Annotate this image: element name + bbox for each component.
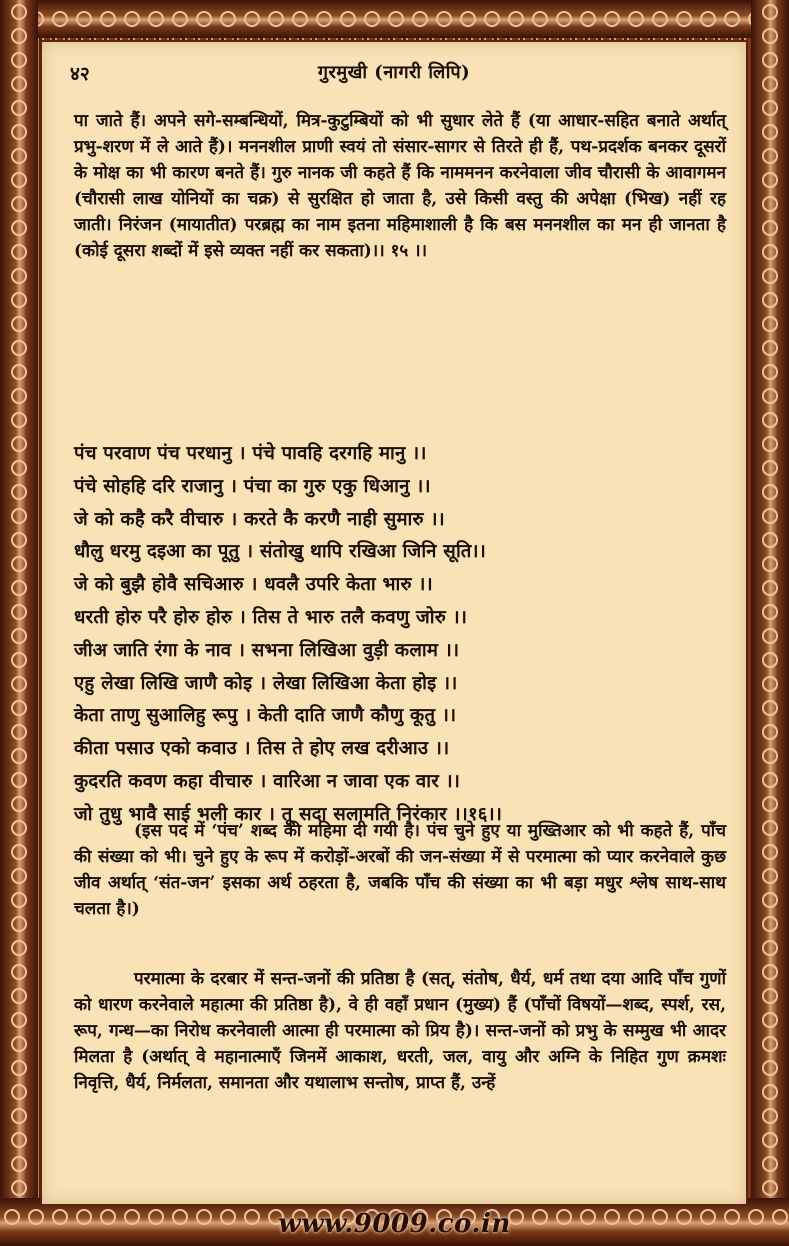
ornamental-border-top <box>0 0 789 38</box>
verse-line: एहु लेखा लिखि जाणै कोइ । लेखा लिखिआ केता होइ ।। <box>74 672 458 694</box>
verse-line: धौलु धरमु दइआ का पूतु । संतोखु थापि रखिआ जिनि सूति।। <box>74 541 486 563</box>
verse-line: पंचे सोहहि दरि राजानु । पंचा का गुरु एकु धिआनु ।। <box>74 475 431 497</box>
ornamental-border-left <box>0 0 38 1246</box>
page-number: ४२ <box>70 63 90 85</box>
verse-line: कुदरति कवण कहा वीचारु । वारिआ न जावा एक वार ।। <box>74 770 461 792</box>
book-page <box>40 40 748 1206</box>
website-footer: www.9009.co.in <box>278 1209 511 1239</box>
verse-block <box>74 438 734 832</box>
paragraph-commentary-15: पा जाते हैं। अपने सगे-सम्बन्धियों, मित्र-कुटुम्बियों को भी सुधार लेते हैं (या आधार-सहित बनाते अर्थात् प्रभु-शरण में ले आते हैं)। मननशील प्राणी स्वयं तो संसार-सागर से तिरते ही हैं, पथ-प्रदर्शक बनकर दूसरों के मोक्ष का भी कारण बनते हैं। गुरु नानक जी कहते हैं कि नाममनन करनेवाला जीव चौरासी के आवागमन (चौरासी लाख योनियों का चक्र) से सुरक्षित हो जाता है, उसे किसी वस्तु की अपेक्षा (भिख) नहीं रह जाती। निरंजन (मायातीत) परब्रह्म का नाम इतना महिमाशाली है कि बस मननशील का मन ही जानता है (कोई दूसरा शब्दों में इसे व्यक्त नहीं कर सकता)।। १५ ।। <box>74 111 726 261</box>
ornamental-border-right <box>751 0 789 1246</box>
verse-line: कीता पसाउ एको कवाउ । तिस ते होए लख दरीआउ ।। <box>74 738 450 760</box>
verse-line: पंच परवाण पंच परधानु । पंचे पावहि दरगहि मानु ।। <box>74 443 427 464</box>
page-header <box>70 60 718 90</box>
verse-line: जीअ जाति रंगा के नाव । सभना लिखिआ वुड़ी कलाम ।। <box>74 639 460 661</box>
paragraph-commentary-16: परमात्मा के दरबार में सन्त-जनों की प्रतिष्ठा है (सत्, संतोष, धैर्य, धर्म तथा दया आदि पाँच गुणों को धारण करनेवाले महात्मा की प्रतिष्ठा है), वे ही वहाँ प्रधान (मुख्य) हैं (पाँचों विषयों—शब्द, स्पर्श, रस, रूप, गन्ध—का निरोध करनेवाली आत्मा ही परमात्मा को प्रिय है)। सन्त-जनों को प्रभु के सम्मुख भी आदर मिलता है (अर्थात् वे महानात्माएँ जिनमें आकाश, धरती, जल, वायु और अग्नि के निहित गुण क्रमशः निवृत्ति, धैर्य, निर्मलता, समानता और यथालाभ सन्तोष, प्राप्त हैं, उन्हें <box>74 969 726 1093</box>
verse-line: जो तुधु भावै साई भली कार । तू सदा सलामति निरंकार ।।१६।। <box>74 803 503 825</box>
page-title: गुरमुखी (नागरी लिपि) <box>317 62 471 83</box>
verse-line: जे को बुझै होवै सचिआरु । धवलै उपरि केता भारु ।। <box>74 574 433 596</box>
paragraph-note: (इस पद में ‘पंच’ शब्द की महिमा दी गयी है। पंच चुने हुए या मुख्तिआर को भी कहते हैं, पाँच की संख्या को भी। चुने हुए के रूप में करोड़ों-अरबों की जन-संख्या में से परमात्मा को प्यार करनेवाले कुछ जीव अर्थात् ‘संत-जन’ इसका अर्थ ठहरता है, जबकि पाँच की संख्या का भी बड़ा मधुर श्लेष साथ-साथ चलता है।) <box>74 821 726 919</box>
verse-line: केता ताणु सुआलिहु रूपु । केती दाति जाणै कौणु कूतु ।। <box>74 705 457 727</box>
verse-line: जे को कहै करै वीचारु । करते कै करणै नाही सुमारु ।। <box>74 508 445 530</box>
verse-line: धरती होरु परै होरु होरु । तिस ते भारु तलै कवणु जोरु ।। <box>74 606 468 628</box>
